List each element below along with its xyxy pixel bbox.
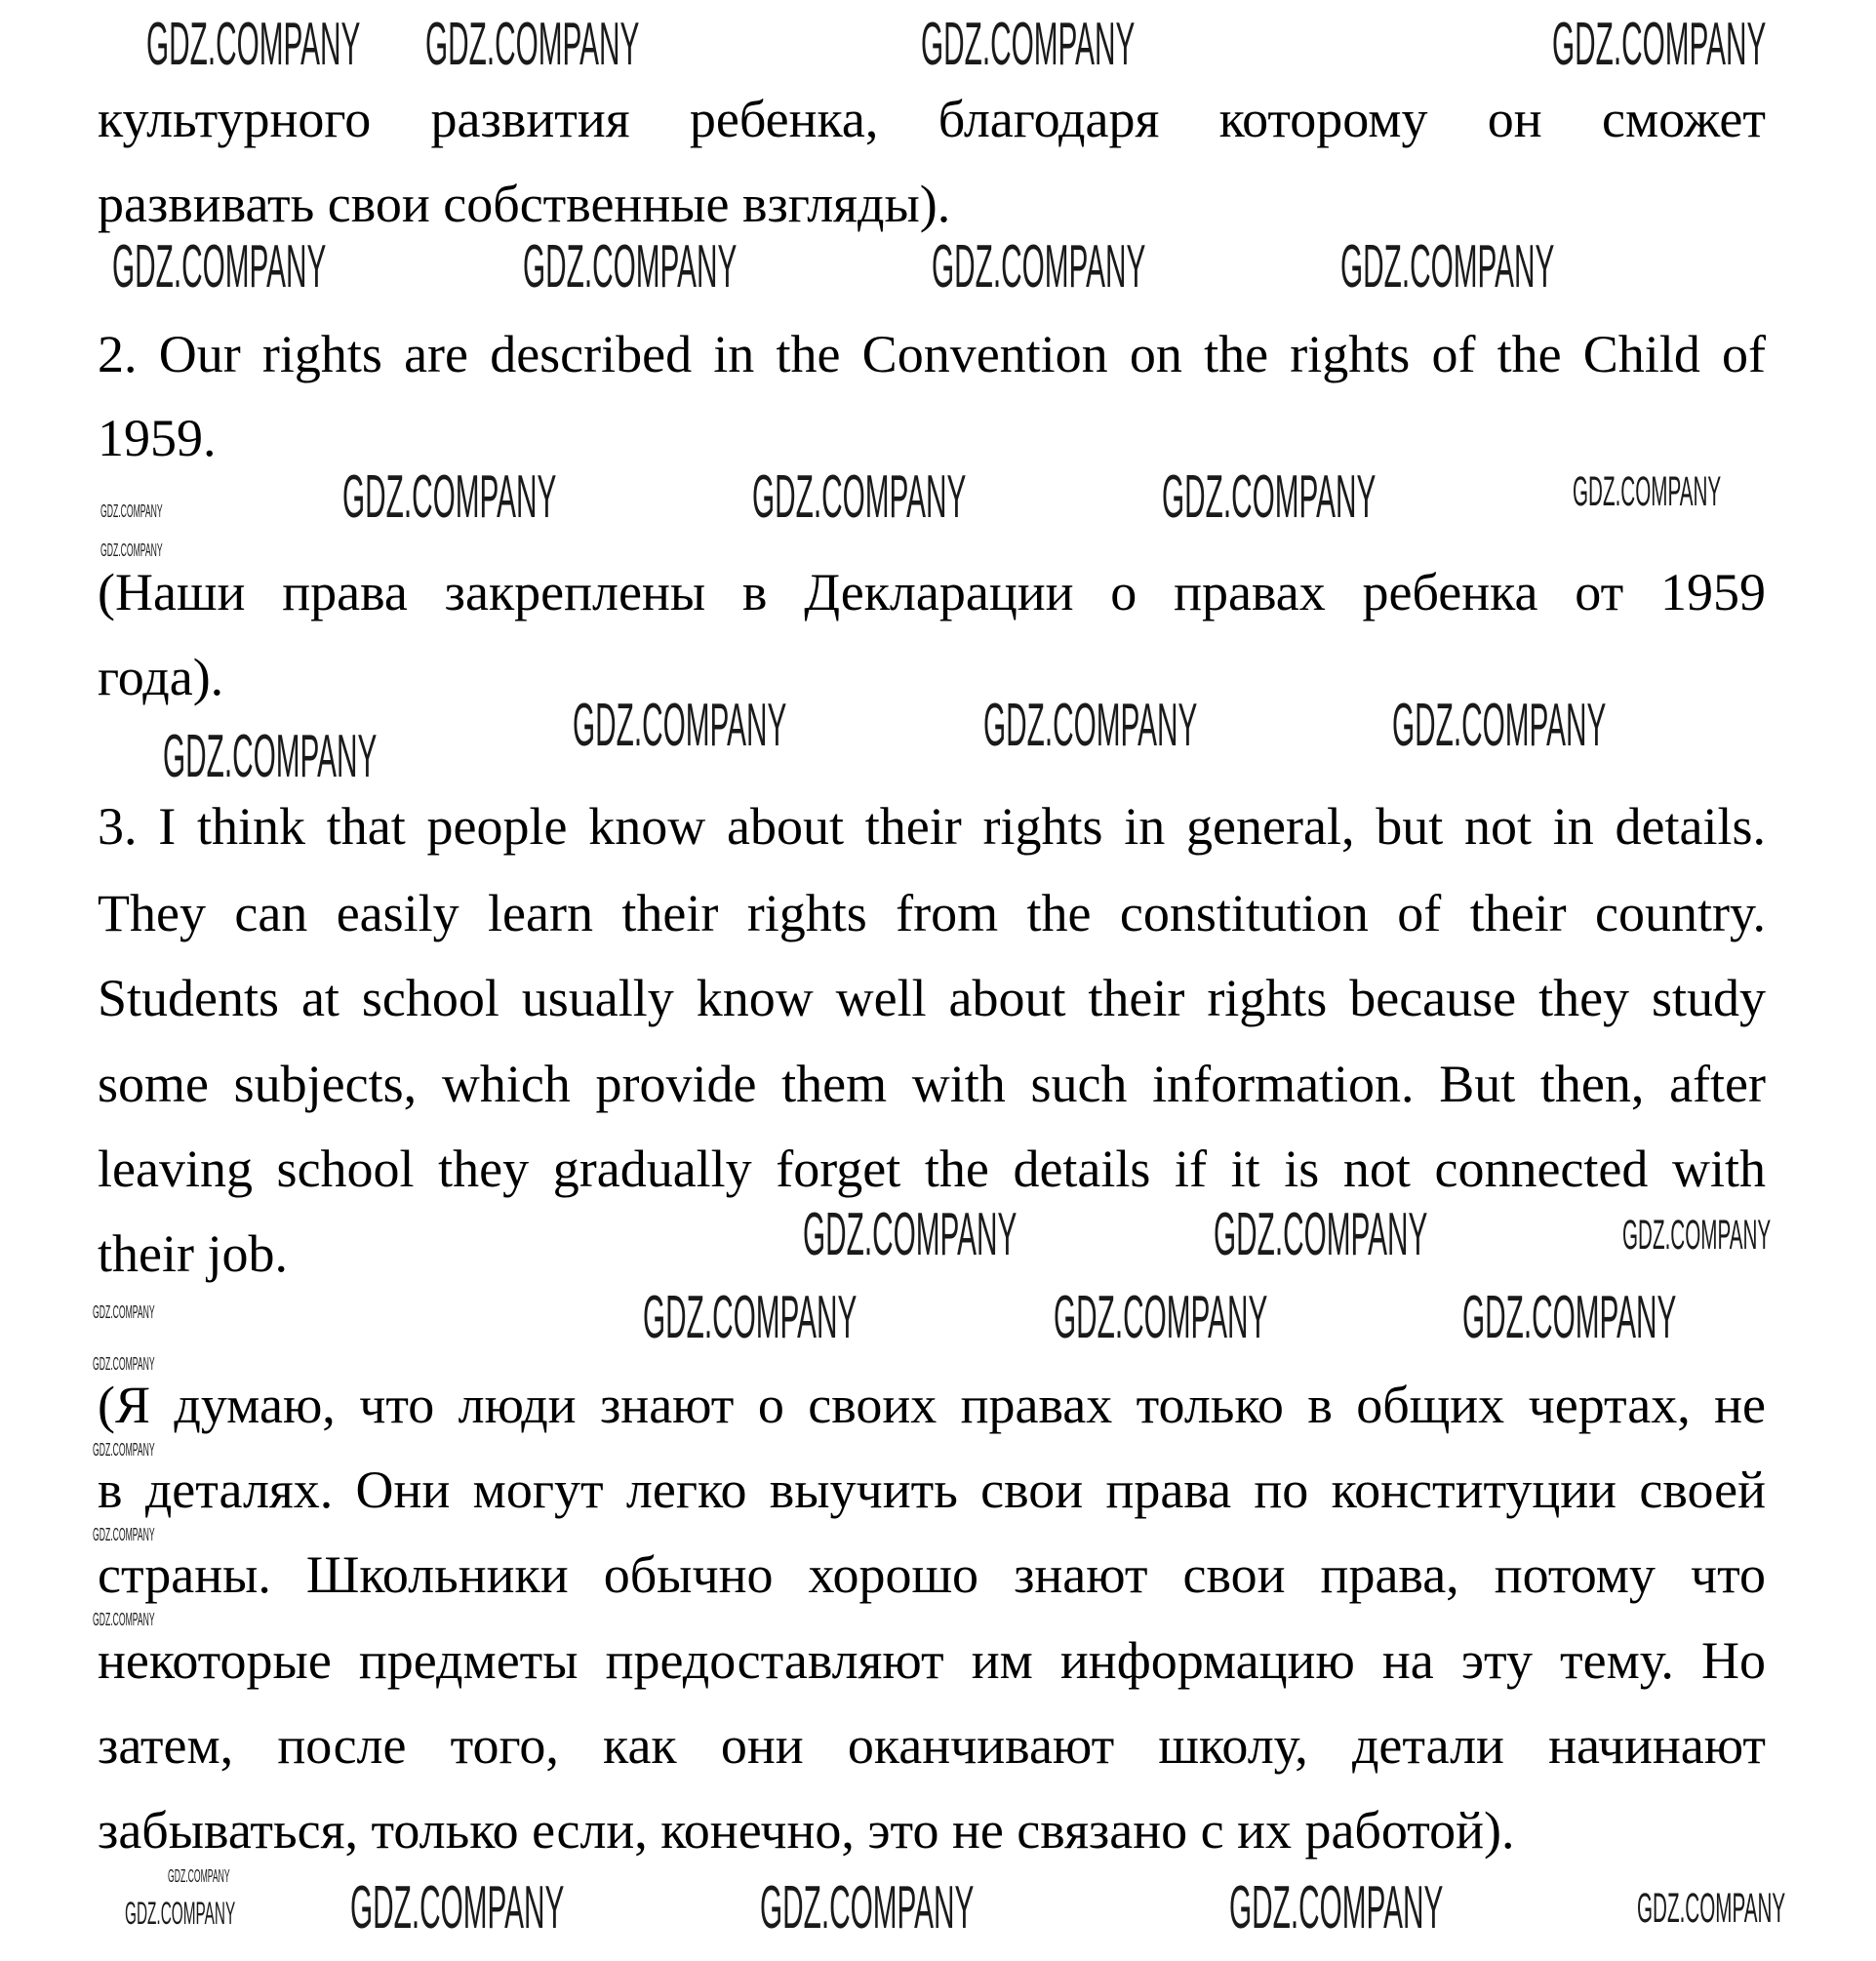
text-line: культурного развития ребенка, благодаря которому он сможет: [98, 90, 1766, 148]
watermark: GDZ.COMPANY: [93, 1302, 155, 1322]
text-line: some subjects, which provide them with such information. But then, after: [98, 1055, 1766, 1113]
watermark: GDZ.COMPANY: [342, 463, 557, 531]
watermark: GDZ.COMPANY: [1637, 1885, 1786, 1932]
watermark: GDZ.COMPANY: [93, 1354, 155, 1374]
watermark: GDZ.COMPANY: [1552, 11, 1767, 78]
watermark: GDZ.COMPANY: [932, 233, 1146, 300]
watermark: GDZ.COMPANY: [1340, 233, 1555, 300]
text-line: развивать свои собственные взгляды).: [98, 175, 951, 233]
watermark: GDZ.COMPANY: [573, 692, 787, 759]
watermark: GDZ.COMPANY: [1573, 468, 1722, 515]
text-line: некоторые предметы предоставляют им информацию на эту тему. Но: [98, 1631, 1766, 1690]
text-line: 2. Our rights are described in the Convention on the rights of the Child of: [98, 325, 1766, 383]
watermark: GDZ.COMPANY: [983, 692, 1198, 759]
text-line: 1959.: [98, 409, 217, 467]
watermark: GDZ.COMPANY: [752, 463, 967, 531]
watermark: GDZ.COMPANY: [803, 1201, 1018, 1268]
text-line: (Наши права закреплены в Декларации о правах ребенка от 1959: [98, 563, 1766, 621]
watermark: GDZ.COMPANY: [921, 11, 1136, 78]
watermark: GDZ.COMPANY: [1214, 1201, 1428, 1268]
watermark: GDZ.COMPANY: [93, 1610, 155, 1629]
watermark: GDZ.COMPANY: [1054, 1284, 1268, 1351]
text-line: Students at school usually know well about their rights because they study: [98, 969, 1766, 1027]
watermark: GDZ.COMPANY: [350, 1874, 565, 1941]
watermark: GDZ.COMPANY: [125, 1896, 236, 1931]
text-line: their job.: [98, 1224, 288, 1283]
text-line: leaving school they gradually forget the details if it is not connected with: [98, 1140, 1766, 1198]
watermark: GDZ.COMPANY: [93, 1525, 155, 1544]
watermark: GDZ.COMPANY: [100, 501, 163, 521]
watermark: GDZ.COMPANY: [1392, 692, 1607, 759]
watermark: GDZ.COMPANY: [523, 233, 738, 300]
watermark: GDZ.COMPANY: [1162, 463, 1377, 531]
text-line: 3. I think that people know about their rights in general, but not in details.: [98, 797, 1766, 856]
watermark: GDZ.COMPANY: [146, 11, 361, 78]
text-line: забываться, только если, конечно, это не связано с их работой).: [98, 1801, 1515, 1860]
watermark: GDZ.COMPANY: [163, 723, 378, 790]
watermark: GDZ.COMPANY: [1229, 1874, 1444, 1941]
watermark: GDZ.COMPANY: [1622, 1212, 1772, 1259]
text-line: затем, после того, как они оканчивают школу, детали начинают: [98, 1716, 1766, 1775]
watermark: GDZ.COMPANY: [425, 11, 640, 78]
watermark: GDZ.COMPANY: [100, 540, 163, 560]
text-line: года).: [98, 648, 224, 706]
text-line: (Я думаю, что люди знают о своих правах только в общих чертах, не: [98, 1376, 1766, 1434]
watermark: GDZ.COMPANY: [1462, 1284, 1677, 1351]
watermark: GDZ.COMPANY: [93, 1440, 155, 1460]
watermark: GDZ.COMPANY: [760, 1874, 975, 1941]
text-line: в деталях. Они могут легко выучить свои права по конституции своей: [98, 1461, 1766, 1519]
text-line: They can easily learn their rights from the constitution of their country.: [98, 884, 1766, 942]
watermark: GDZ.COMPANY: [168, 1866, 230, 1886]
watermark: GDZ.COMPANY: [112, 233, 327, 300]
watermark: GDZ.COMPANY: [643, 1284, 858, 1351]
text-line: страны. Школьники обычно хорошо знают свои права, потому что: [98, 1545, 1766, 1604]
